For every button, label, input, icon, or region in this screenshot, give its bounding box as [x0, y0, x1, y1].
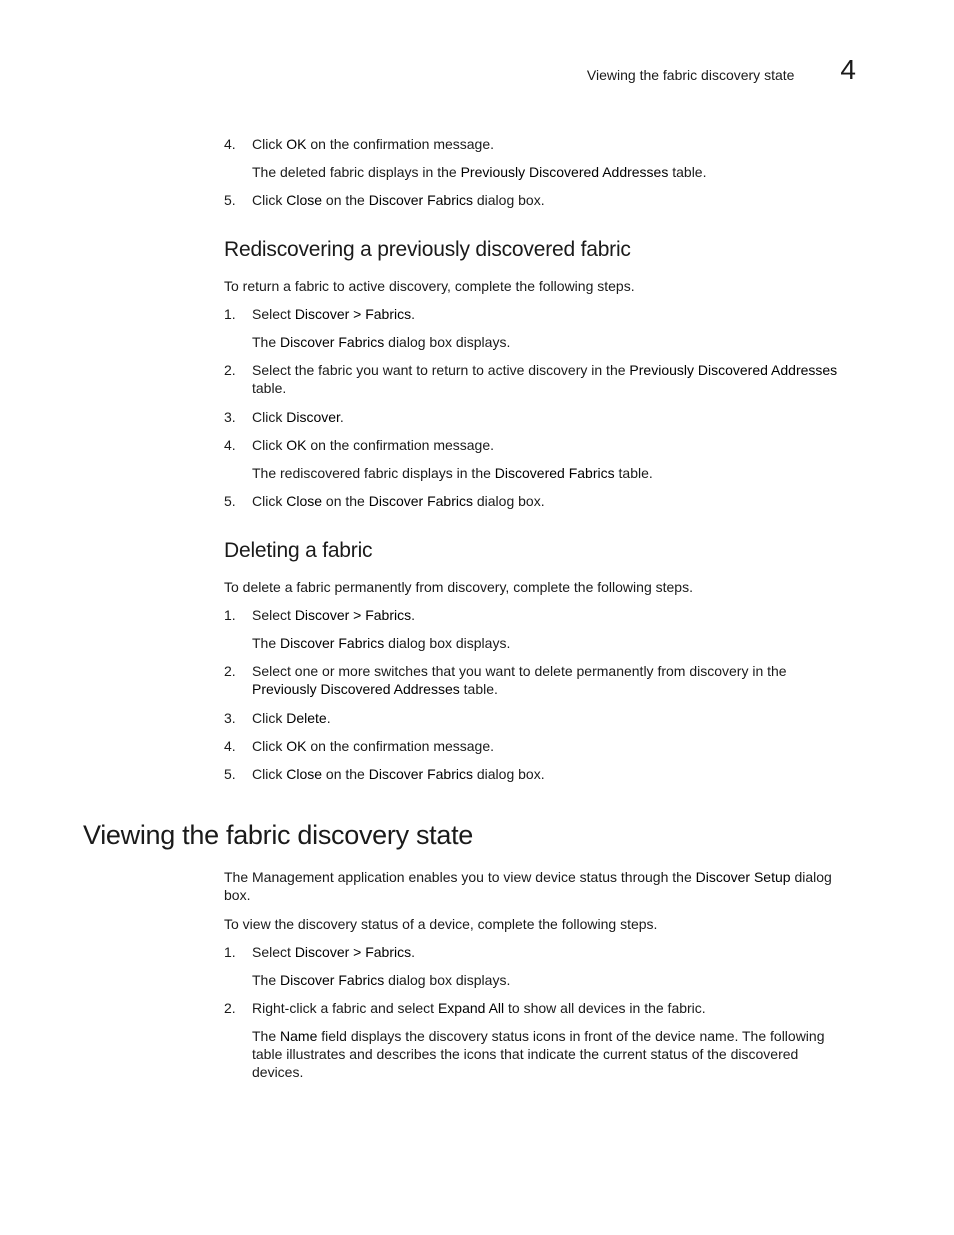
page-header — [587, 56, 856, 84]
step-number: 1. — [224, 306, 236, 322]
ui-term: Discovered Fabrics — [494, 465, 615, 481]
section-paragraph: The Management application enables you to view device status through the Discover Setup dialog box. — [224, 869, 832, 903]
step-number: 4. — [224, 136, 236, 152]
step-number: 5. — [224, 192, 236, 208]
step-text: Click Delete. — [252, 710, 331, 726]
step-number: 2. — [224, 663, 236, 679]
ui-term: Discover > Fabrics — [294, 607, 412, 623]
ui-term: Discover Fabrics — [368, 493, 473, 509]
ui-term: Discover Fabrics — [280, 972, 385, 988]
step-result: The Discover Fabrics dialog box displays. — [252, 635, 511, 651]
step-number: 2. — [224, 362, 236, 378]
step-text: Click Close on the Discover Fabrics dialog box. — [252, 766, 545, 782]
ui-term: Discover Fabrics — [280, 635, 385, 651]
step-number: 5. — [224, 493, 236, 509]
step-result: The rediscovered fabric displays in the Discovered Fabrics table. — [252, 465, 653, 481]
ui-term: Close — [286, 192, 323, 208]
ui-term: Discover Setup — [695, 869, 791, 885]
step-text: Click Close on the Discover Fabrics dialog box. — [252, 493, 545, 509]
ui-term: Discover Fabrics — [368, 192, 473, 208]
step-text: Select one or more switches that you want to delete permanently from discovery in the Previously Discovered Addresses table. — [252, 663, 787, 697]
step-number: 2. — [224, 1000, 236, 1016]
ui-term: Discover > Fabrics — [294, 944, 412, 960]
step-text: Click OK on the confirmation message. — [252, 437, 495, 453]
step-result: The deleted fabric displays in the Previously Discovered Addresses table. — [252, 164, 707, 180]
step-result: The Discover Fabrics dialog box displays. — [252, 972, 511, 988]
step-text: Click OK on the confirmation message. — [252, 136, 495, 152]
step-text: Select Discover > Fabrics. — [252, 944, 416, 960]
step-number: 1. — [224, 607, 236, 623]
step-number: 4. — [224, 437, 236, 453]
step-number: 1. — [224, 944, 236, 960]
section-intro: To return a fabric to active discovery, complete the following steps. — [224, 278, 635, 294]
ui-term: Discover Fabrics — [280, 334, 385, 350]
step-result: The Name field displays the discovery status icons in front of the device name. The following table illustrates and describes the icons that indicate the current status of the discovered devices. — [252, 1028, 825, 1080]
chapter-number: 4 — [840, 54, 856, 85]
step-text: Select Discover > Fabrics. — [252, 306, 416, 322]
ui-term: OK — [286, 437, 307, 453]
ui-term: Close — [286, 493, 323, 509]
ui-term: Discover Fabrics — [368, 766, 473, 782]
step-result: The Discover Fabrics dialog box displays. — [252, 334, 511, 350]
section-heading-deleting: Deleting a fabric — [224, 539, 373, 562]
step-number: 3. — [224, 409, 236, 425]
step-text: Select the fabric you want to return to active discovery in the Previously Discovered Addresses table. — [252, 362, 838, 396]
step-text: Right-click a fabric and select Expand All to show all devices in the fabric. — [252, 1000, 706, 1016]
ui-term: Previously Discovered Addresses — [252, 681, 460, 697]
section-intro: To view the discovery status of a device, complete the following steps. — [224, 916, 658, 932]
ui-term: Previously Discovered Addresses — [460, 164, 669, 180]
section-heading-viewing: Viewing the fabric discovery state — [83, 820, 474, 850]
step-number: 3. — [224, 710, 236, 726]
step-number: 4. — [224, 738, 236, 754]
ui-term: OK — [286, 738, 307, 754]
section-intro: To delete a fabric permanently from discovery, complete the following steps. — [224, 579, 693, 595]
ui-term: Close — [286, 766, 323, 782]
ui-term: Name — [280, 1028, 318, 1044]
step-text: Click Discover. — [252, 409, 344, 425]
step-number: 5. — [224, 766, 236, 782]
ui-term: Discover > Fabrics — [294, 306, 412, 322]
step-text: Click Close on the Discover Fabrics dialog box. — [252, 192, 545, 208]
ui-term: Discover — [286, 409, 340, 425]
step-text: Click OK on the confirmation message. — [252, 738, 495, 754]
ui-term: Previously Discovered Addresses — [629, 362, 838, 378]
step-text: Select Discover > Fabrics. — [252, 607, 416, 623]
running-header-title: Viewing the fabric discovery state — [586, 67, 795, 83]
section-heading-rediscovering: Rediscovering a previously discovered fabric — [224, 238, 631, 261]
ui-term: OK — [286, 136, 307, 152]
ui-term: Delete — [286, 710, 327, 726]
ui-term: Expand All — [437, 1000, 505, 1016]
